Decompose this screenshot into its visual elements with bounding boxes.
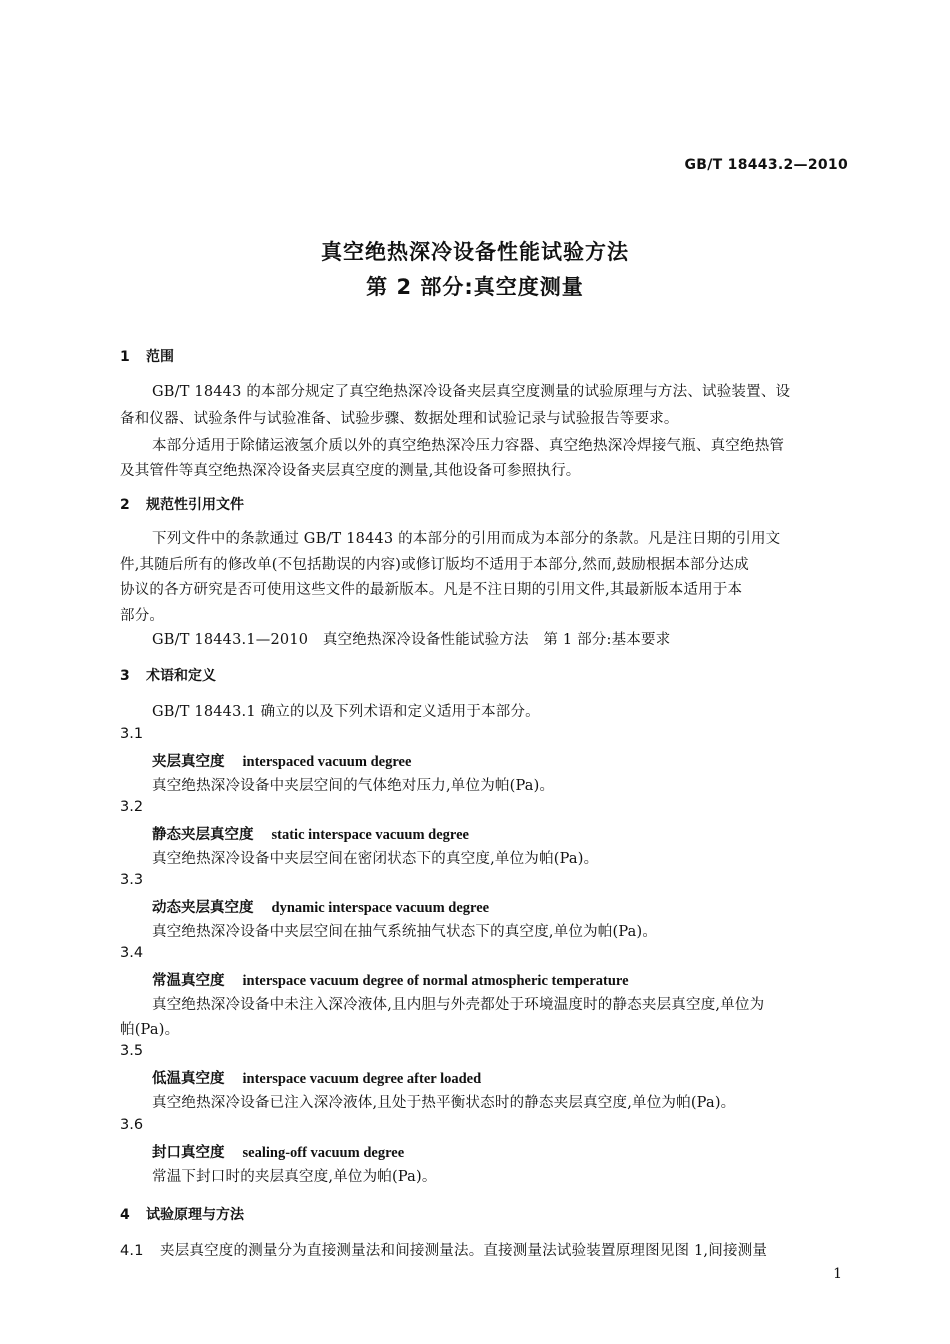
term-number: 3.6	[120, 1117, 144, 1133]
term-heading	[152, 750, 411, 771]
term-en: sealing-off vacuum degree	[242, 1145, 405, 1161]
paragraph-line: 及其管件等真空绝热深冷设备夹层真空度的测量,其他设备可参照执行。	[120, 463, 581, 479]
document-title-line1: 真空绝热深冷设备性能试验方法	[321, 240, 629, 264]
term-definition: 真空绝热深冷设备中夹层空间的气体绝对压力,单位为帕(Pa)。	[152, 778, 555, 794]
paragraph-line: 备和仪器、试验条件与试验准备、试验步骤、数据处理和试验记录与试验报告等要求。	[120, 411, 679, 427]
term-number: 3.3	[120, 872, 144, 888]
term-en: static interspace vacuum degree	[271, 827, 469, 843]
section-number: 4	[120, 1207, 130, 1223]
paragraph-line: 部分。	[120, 608, 165, 624]
term-definition: 真空绝热深冷设备已注入深冷液体,且处于热平衡状态时的静态夹层真空度,单位为帕(Pa)。	[152, 1095, 736, 1111]
section-title: 范围	[146, 349, 174, 365]
term-cn: 静态夹层真空度	[152, 826, 254, 843]
term-definition-cont: 帕(Pa)。	[120, 1022, 180, 1038]
section-number: 2	[120, 497, 130, 513]
paragraph-line: GB/T 18443 的本部分规定了真空绝热深冷设备夹层真空度测量的试验原理与方法、试验装置、设	[152, 384, 791, 400]
term-en: interspace vacuum degree after loaded	[242, 1071, 482, 1087]
paragraph-line: 件,其随后所有的修改单(不包括勘误的内容)或修订版均不适用于本部分,然而,鼓励根据本部分达成	[120, 557, 749, 573]
term-definition: 常温下封口时的夹层真空度,单位为帕(Pa)。	[152, 1169, 437, 1185]
section-number: 3	[120, 668, 130, 684]
paragraph-line	[120, 1239, 767, 1260]
term-definition: 真空绝热深冷设备中夹层空间在密闭状态下的真空度,单位为帕(Pa)。	[152, 851, 599, 867]
term-definition: 真空绝热深冷设备中未注入深冷液体,且内胆与外壳都处于环境温度时的静态夹层真空度,单位为	[152, 997, 765, 1013]
normative-reference: GB/T 18443.1—2010 真空绝热深冷设备性能试验方法 第 1 部分:基本要求	[152, 632, 671, 648]
term-cn: 夹层真空度	[152, 753, 225, 770]
term-heading	[152, 823, 469, 844]
term-cn: 动态夹层真空度	[152, 899, 254, 916]
page-number: 1	[833, 1266, 842, 1282]
term-number: 3.4	[120, 945, 144, 961]
term-number: 3.1	[120, 726, 144, 742]
subclause-text: 夹层真空度的测量分为直接测量法和间接测量法。直接测量法试验装置原理图见图 1,间接测量	[160, 1243, 768, 1259]
section-number: 1	[120, 349, 130, 365]
term-heading	[152, 1067, 481, 1088]
term-cn: 封口真空度	[152, 1144, 225, 1161]
section-1-heading	[120, 346, 174, 366]
term-heading	[152, 1141, 404, 1162]
term-cn: 常温真空度	[152, 972, 225, 989]
term-definition: 真空绝热深冷设备中夹层空间在抽气系统抽气状态下的真空度,单位为帕(Pa)。	[152, 924, 658, 940]
section-2-heading	[120, 494, 244, 514]
paragraph-line: GB/T 18443.1 确立的以及下列术语和定义适用于本部分。	[152, 704, 540, 720]
paragraph-line: 下列文件中的条款通过 GB/T 18443 的本部分的引用而成为本部分的条款。凡是注日期的引用文	[152, 531, 781, 547]
paragraph-line: 本部分适用于除储运液氢介质以外的真空绝热深冷压力容器、真空绝热深冷焊接气瓶、真空绝热管	[152, 438, 785, 454]
document-title-line2: 第 2 部分:真空度测量	[366, 275, 584, 299]
term-heading	[152, 896, 489, 917]
standard-number-header: GB/T 18443.2—2010	[684, 157, 848, 173]
section-3-heading	[120, 665, 216, 685]
paragraph-line: 协议的各方研究是否可使用这些文件的最新版本。凡是不注日期的引用文件,其最新版本适用于本	[120, 582, 743, 598]
term-en: interspace vacuum degree of normal atmospheric temperature	[242, 973, 629, 989]
subclause-number: 4.1	[120, 1243, 144, 1259]
section-title: 试验原理与方法	[146, 1207, 244, 1223]
term-en: dynamic interspace vacuum degree	[271, 900, 490, 916]
term-heading	[152, 969, 629, 990]
term-cn: 低温真空度	[152, 1070, 225, 1087]
section-title: 术语和定义	[146, 668, 216, 684]
term-en: interspaced vacuum degree	[242, 754, 412, 770]
term-number: 3.5	[120, 1043, 144, 1059]
term-number: 3.2	[120, 799, 144, 815]
section-title: 规范性引用文件	[146, 497, 244, 513]
section-4-heading	[120, 1204, 244, 1224]
